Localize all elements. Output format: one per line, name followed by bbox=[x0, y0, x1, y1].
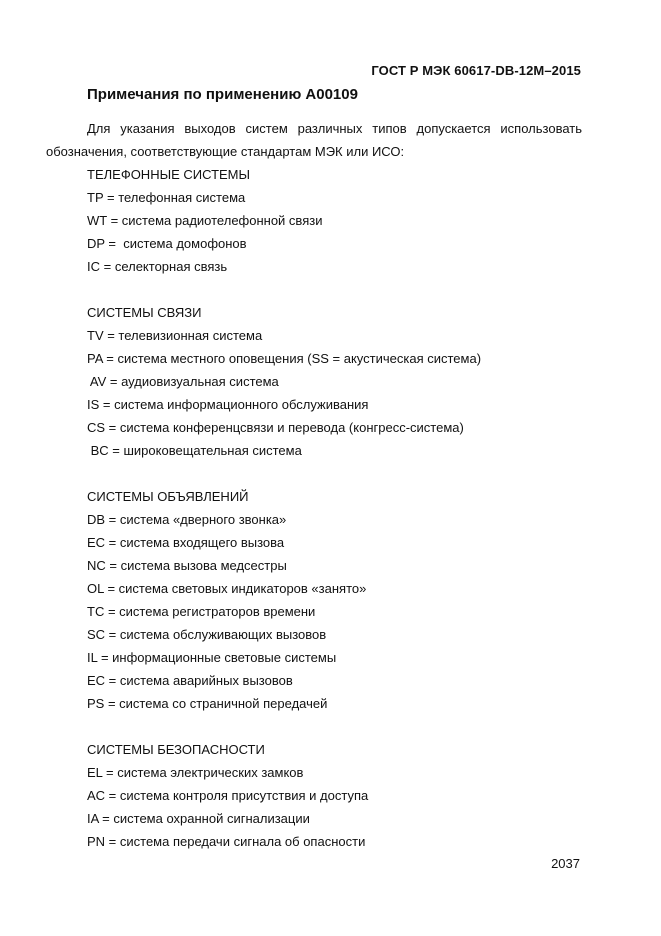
list-item: TC = система регистраторов времени bbox=[87, 604, 316, 619]
section-spacer bbox=[87, 715, 481, 738]
section-heading-security: СИСТЕМЫ БЕЗОПАСНОСТИ bbox=[87, 742, 265, 757]
list-item: CS = система конференцсвязи и перевода (конгресс-система) bbox=[87, 420, 464, 435]
section-spacer bbox=[87, 462, 481, 485]
list-item: DP = система домофонов bbox=[87, 236, 247, 251]
list-item: IA = система охранной сигнализации bbox=[87, 811, 310, 826]
list-item: TP = телефонная система bbox=[87, 190, 246, 205]
section-heading-telephone: ТЕЛЕФОННЫЕ СИСТЕМЫ bbox=[87, 167, 251, 182]
page-number: 2037 bbox=[551, 856, 580, 871]
intro-paragraph bbox=[46, 117, 582, 163]
list-item: IC = селекторная связь bbox=[87, 259, 228, 274]
list-item: IL = информационные световые системы bbox=[87, 650, 337, 665]
list-item: TV = телевизионная система bbox=[87, 328, 263, 343]
list-item: PS = система со страничной передачей bbox=[87, 696, 328, 711]
list-item: IS = система информационного обслуживания bbox=[87, 397, 369, 412]
list-item: EC = система аварийных вызовов bbox=[87, 673, 293, 688]
list-item: AC = система контроля присутствия и доступа bbox=[87, 788, 369, 803]
list-item: BC = широковещательная система bbox=[87, 443, 302, 458]
list-item: OL = система световых индикаторов «занято» bbox=[87, 581, 367, 596]
intro-line-2: обозначения, соответствующие стандартам МЭК или ИСО: bbox=[46, 144, 405, 159]
intro-line-1: Для указания выходов систем различных типов допускается использовать bbox=[87, 121, 582, 136]
list-item: DB = система «дверного звонка» bbox=[87, 512, 287, 527]
section-spacer bbox=[87, 278, 481, 301]
list-item: AV = аудиовизуальная система bbox=[87, 374, 279, 389]
list-item: PA = система местного оповещения (SS = акустическая система) bbox=[87, 351, 482, 366]
section-heading-communication: СИСТЕМЫ СВЯЗИ bbox=[87, 305, 202, 320]
section-heading-announcements: СИСТЕМЫ ОБЪЯВЛЕНИЙ bbox=[87, 489, 249, 504]
list-item: EC = система входящего вызова bbox=[87, 535, 285, 550]
section-title: Примечания по применению A00109 bbox=[87, 86, 358, 103]
system-list bbox=[87, 163, 481, 853]
list-item: EL = система электрических замков bbox=[87, 765, 304, 780]
list-item: PN = система передачи сигнала об опасности bbox=[87, 834, 366, 849]
list-item: NC = система вызова медсестры bbox=[87, 558, 287, 573]
list-item: SC = система обслуживающих вызовов bbox=[87, 627, 327, 642]
list-item: WT = система радиотелефонной связи bbox=[87, 213, 323, 228]
document-standard-header: ГОСТ Р МЭК 60617-DB-12M–2015 bbox=[371, 63, 581, 78]
